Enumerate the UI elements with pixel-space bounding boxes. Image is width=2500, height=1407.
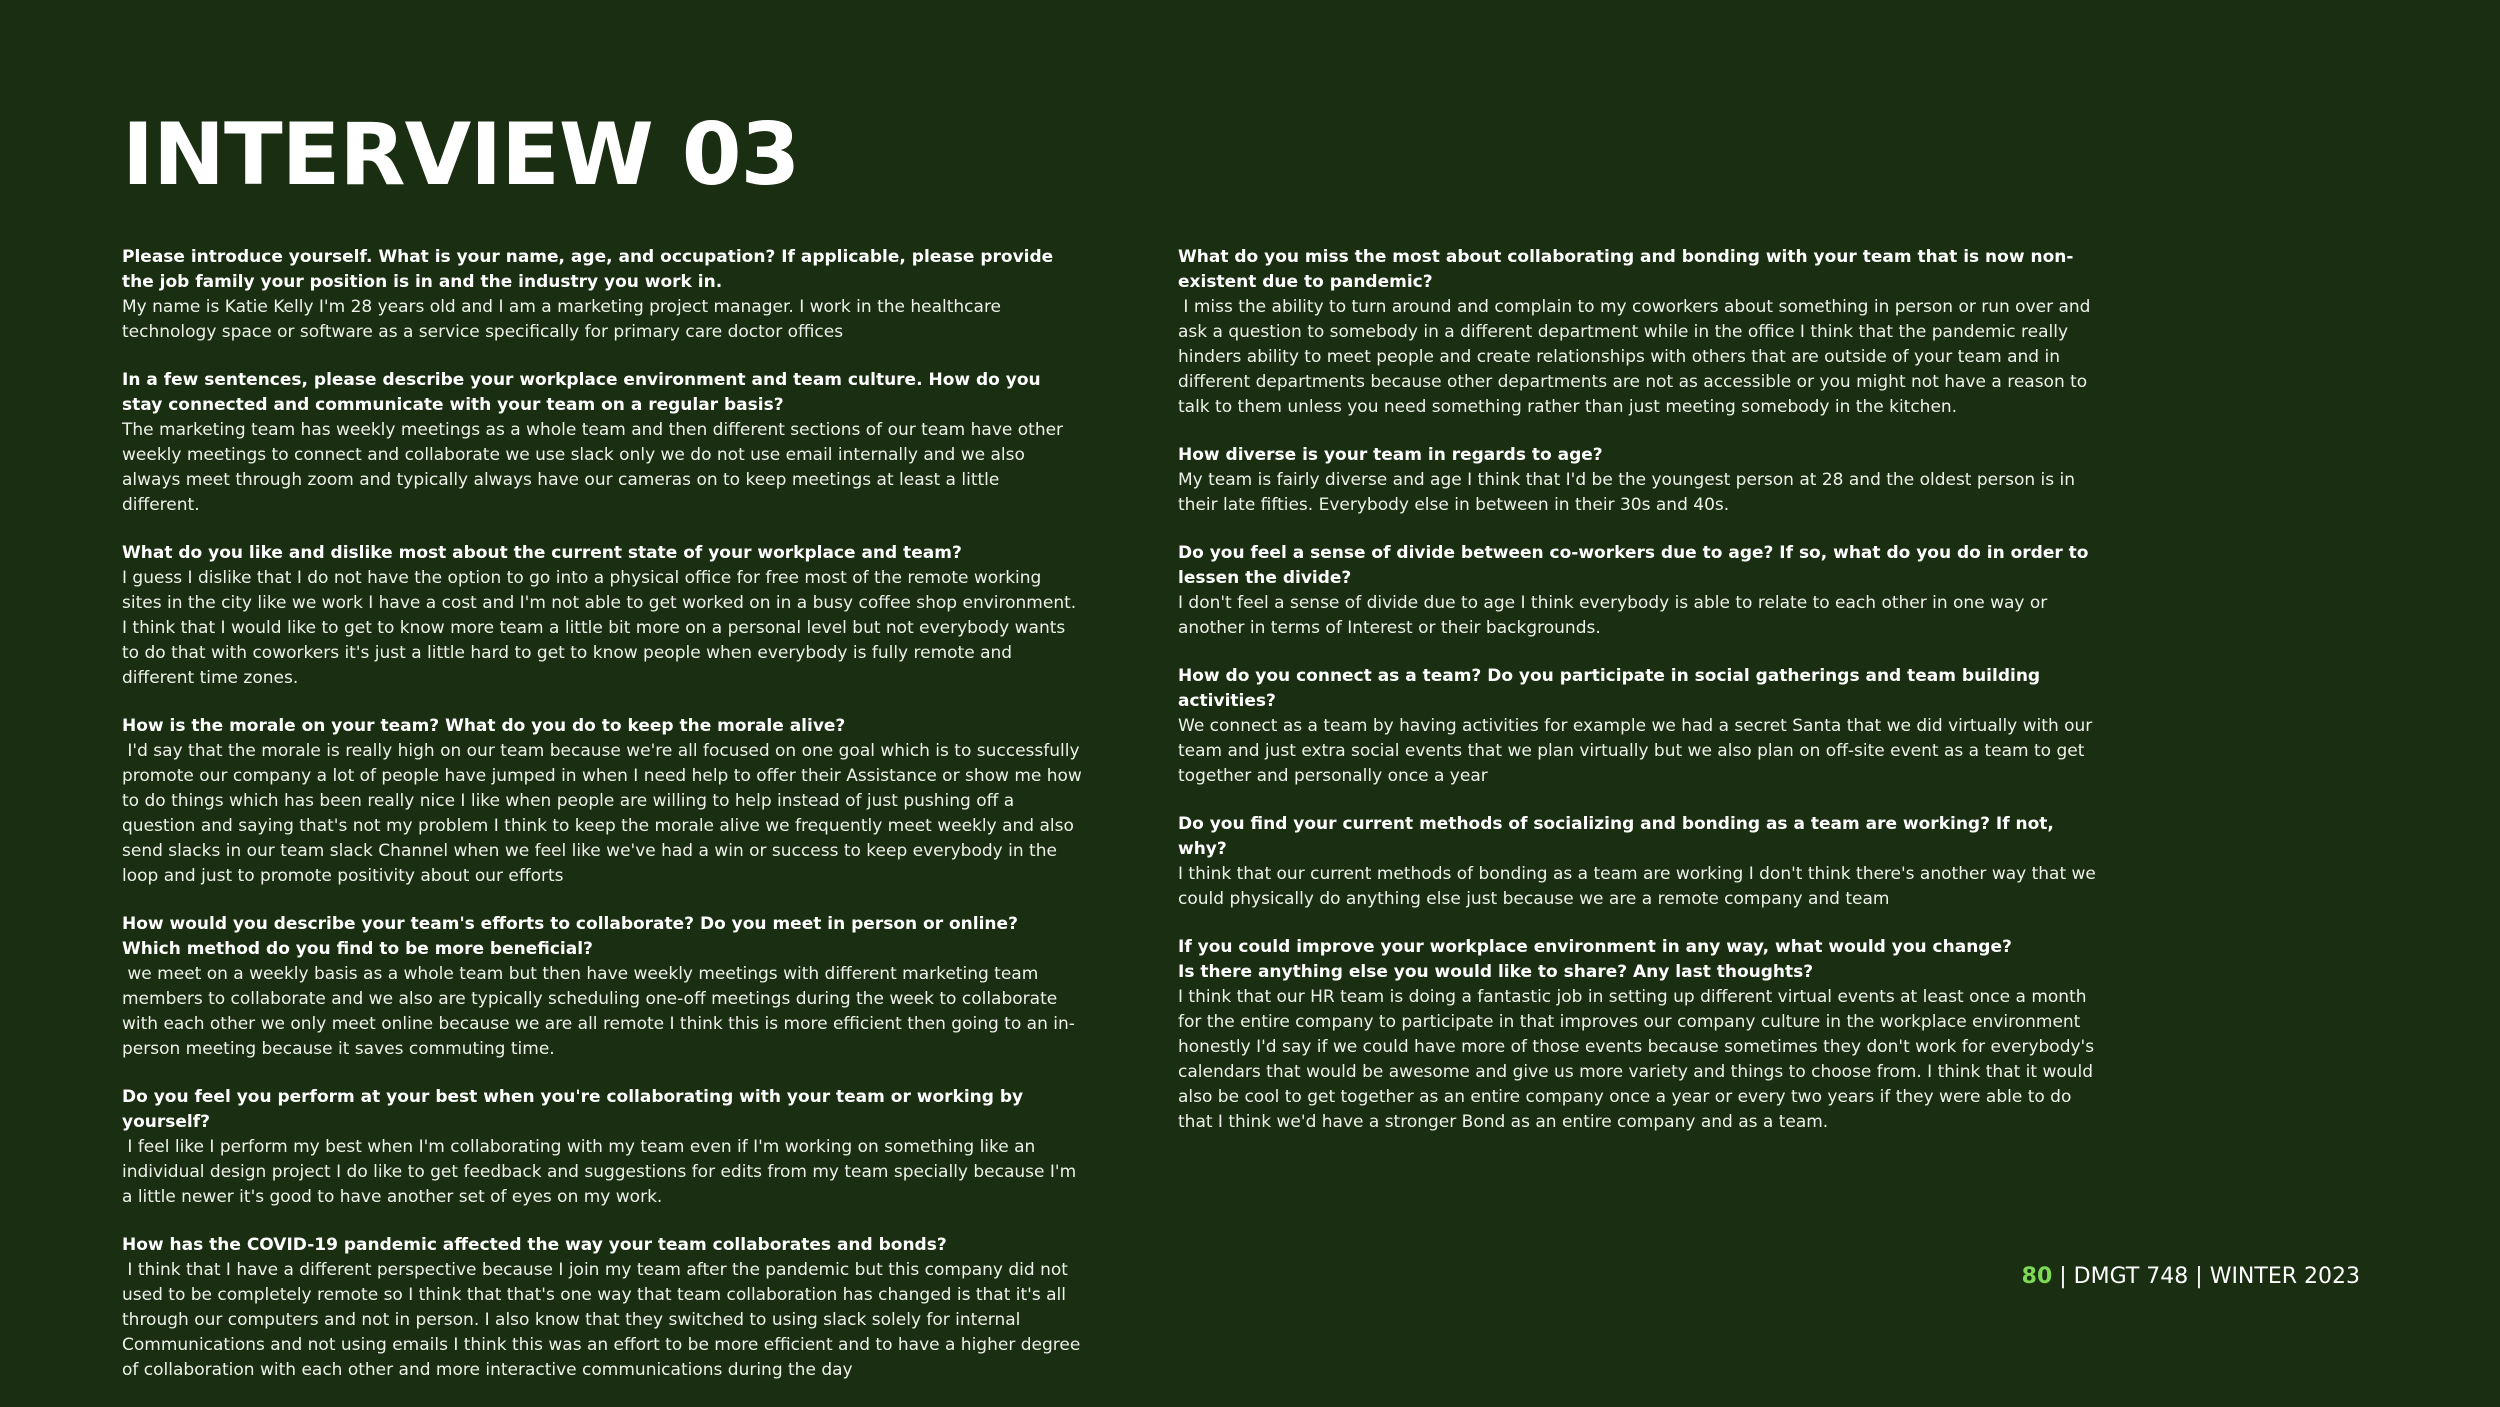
question: How would you describe your team's efforts to collaborate? Do you meet in person or online? Which method do you find to be more beneficial? xyxy=(122,914,1018,959)
qa-item xyxy=(1178,664,2098,789)
footer-separator: | xyxy=(2188,1264,2210,1289)
question: What do you like and dislike most about the current state of your workplace and team? xyxy=(122,543,962,563)
answer: I feel like I perform my best when I'm collaborating with my team even if I'm working on something like an individual design project I do like to get feedback and suggestions for edits from my team specially because I'm a little newer it's good to have another set of eyes on my work. xyxy=(122,1137,1082,1207)
qa-item xyxy=(122,245,1082,345)
question: Do you feel you perform at your best when you're collaborating with your team or working by yourself? xyxy=(122,1087,1024,1132)
qa-item xyxy=(1178,935,2098,1135)
question: How diverse is your team in regards to age? xyxy=(1178,445,1603,465)
answer: I think that our HR team is doing a fantastic job in setting up different virtual events at least once a month for the entire company to participate in that improves our company culture in the workplace environment honestly I'd say if we could have more of those events because sometimes they don't work for everybody's calendars that would be awesome and give us more variety and things to choose from. I think that it would also be cool to get together as an entire company once a year or every two years if they were able to do that I think we'd have a stronger Bond as an entire company and as a team. xyxy=(1178,987,2100,1132)
answer: I think that our current methods of bonding as a team are working I don't think there's another way that we could physically do anything else just because we are a remote company and team xyxy=(1178,864,2102,909)
qa-item xyxy=(1178,443,2098,518)
answer: We connect as a team by having activities for example we had a secret Santa that we did virtually with our team and just extra social events that we plan virtually but we also plan on off-site event as a team to get together and personally once a year xyxy=(1178,716,2098,786)
qa-item xyxy=(1178,541,2098,641)
qa-item xyxy=(122,541,1082,691)
course-code: DMGT 748 xyxy=(2073,1264,2189,1289)
answer: My team is fairly diverse and age I think that I'd be the youngest person at 28 and the oldest person is in their late fifties. Everybody else in between in their 30s and 40s. xyxy=(1178,470,2081,515)
answer: I guess I dislike that I do not have the option to go into a physical office for free most of the remote working sites in the city like we work I have a cost and I'm not able to get worked on in a busy coffee shop environment. I think that I would like to get to know more team a little bit more on a personal level but not everybody wants to do that with coworkers it's just a little hard to get to know people when everybody is fully remote and different time zones. xyxy=(122,568,1082,688)
question: Please introduce yourself. What is your name, age, and occupation? If applicable, please provide the job family your position is in and the industry you work in. xyxy=(122,247,1054,292)
question: In a few sentences, please describe your workplace environment and team culture. How do you stay connected and communicate with your team on a regular basis? xyxy=(122,370,1041,415)
question: How has the COVID-19 pandemic affected the way your team collaborates and bonds? xyxy=(122,1235,947,1255)
question: How is the morale on your team? What do you do to keep the morale alive? xyxy=(122,716,846,736)
page-number: 80 xyxy=(2021,1264,2053,1289)
answer: I think that I have a different perspective because I join my team after the pandemic but this company did not used to be completely remote so I think that that's one way that team collaboration has changed is that it's all through our computers and not in person. I also know that they switched to using slack solely for internal Communications and not using emails I think this was an effort to be more efficient and to have a higher degree of collaboration with each other and more interactive communications during the day xyxy=(122,1260,1086,1380)
page-title: INTERVIEW 03 xyxy=(122,105,800,205)
right-column xyxy=(1178,245,2102,1158)
question: Do you find your current methods of socializing and bonding as a team are working? If not, why? xyxy=(1178,814,2054,859)
term-label: WINTER 2023 xyxy=(2209,1264,2360,1289)
qa-item xyxy=(122,368,1082,518)
qa-item xyxy=(122,1085,1082,1210)
answer: The marketing team has weekly meetings as a whole team and then different sections of our team have other weekly meetings to connect and collaborate we use slack only we do not use email internally and we also always meet through zoom and typically always have our cameras on to keep meetings at least a little different. xyxy=(122,420,1069,515)
answer: we meet on a weekly basis as a whole team but then have weekly meetings with different marketing team members to collaborate and we also are typically scheduling one-off meetings during the week to collaborate with each other we only meet online because we are all remote I think this is more efficient then going to an in-person meeting because it saves commuting time. xyxy=(122,964,1075,1059)
footer-separator: | xyxy=(2052,1264,2074,1289)
question: How do you connect as a team? Do you participate in social gatherings and team building activities? xyxy=(1178,666,2041,711)
question: Do you feel a sense of divide between co-workers due to age? If so, what do you do in order to lessen the divide? xyxy=(1178,543,2089,588)
qa-item xyxy=(1178,245,2098,420)
answer: I miss the ability to turn around and complain to my coworkers about something in person or run over and ask a question to somebody in a different department while in the office I think that the pandemic really hinders ability to meet people and create relationships with others that are outside of your team and in different departments because other departments are not as accessible or you might not have a reason to talk to them unless you need something rather than just meeting somebody in the kitchen. xyxy=(1178,297,2096,417)
question: If you could improve your workplace environment in any way, what would you change? Is there anything else you would like to share? Any last thoughts? xyxy=(1178,937,2012,982)
answer: I don't feel a sense of divide due to age I think everybody is able to relate to each other in one way or another in terms of Interest or their backgrounds. xyxy=(1178,593,2053,638)
question: What do you miss the most about collaborating and bonding with your team that is now non-existent due to pandemic? xyxy=(1178,247,2074,292)
answer: I'd say that the morale is really high on our team because we're all focused on one goal which is to successfully promote our company a lot of people have jumped in when I need help to offer their Assistance or show me how to do things which has been really nice I like when people are willing to help instead of just pushing off a question and saying that's not my problem I think to keep the morale alive we frequently meet weekly and also send slacks in our team slack Channel when we feel like we've had a win or success to keep everybody in the loop and just to promote positivity about our efforts xyxy=(122,741,1088,886)
qa-item xyxy=(122,1233,1086,1383)
left-column xyxy=(122,245,1088,1406)
qa-item xyxy=(122,912,1082,1062)
page-footer xyxy=(2022,1264,2360,1289)
answer: My name is Katie Kelly I'm 28 years old and I am a marketing project manager. I work in the healthcare technology space or software as a service specifically for primary care doctor offices xyxy=(122,297,1007,342)
qa-item xyxy=(1178,812,2102,912)
qa-item xyxy=(122,714,1088,889)
